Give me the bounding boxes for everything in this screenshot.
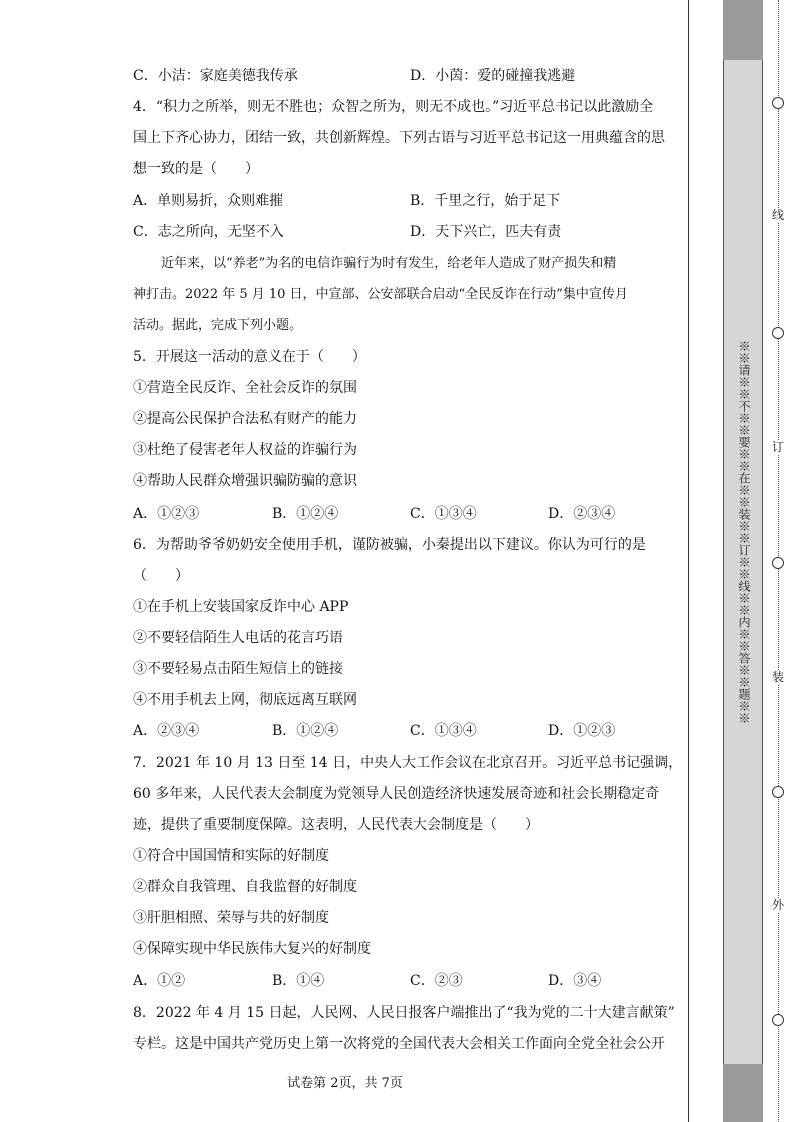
q6-item3: ③不要轻易点击陌生短信上的链接 (133, 661, 343, 677)
q5-item4: ④帮助人民群众增强识骗防骗的意识 (133, 473, 357, 489)
q7-stem-line3: 迹，提供了重要制度保障。这表明，人民代表大会制度是（ ） (133, 817, 539, 833)
material-line1: 近年来，以“养老”为名的电信诈骗行为时有发生，给老年人造成了财产损失和精 (161, 256, 617, 271)
q5-option-c: C．①③④ (410, 506, 477, 522)
page-footer: 试卷第 2页，共 7页 (287, 1076, 403, 1091)
q7-item3: ③肝胆相照、荣辱与共的好制度 (133, 910, 329, 926)
q5-option-a: A．①②③ (133, 506, 200, 522)
seal-circle-icon (772, 786, 784, 798)
seal-circle-icon (772, 327, 784, 339)
binding-strip-cap-top (723, 0, 763, 60)
q7-option-b: B．①④ (272, 973, 325, 989)
q4-option-a: A．单则易折，众则难摧 (133, 193, 284, 209)
material-line2: 神打击。2022 年 5 月 10 日，中宣部、公安部联合启动“全民反诈在行动”集中宣传月 (133, 287, 628, 302)
q7-option-d: D．③④ (548, 973, 602, 989)
q7-item2: ②群众自我管理、自我监督的好制度 (133, 879, 357, 895)
q3-option-c: C．小洁：家庭美德我传承 (133, 68, 298, 84)
q5-option-d: D．②③④ (548, 506, 616, 522)
no-answer-warning: ※※请※※不※※要※※在※※装※※订※※线※※内※※答※※题※※ (737, 340, 751, 724)
q6-option-c: C．①③④ (410, 723, 477, 739)
q4-option-c: C．志之所向，无坚不入 (133, 224, 284, 240)
q6-stem-line2: （ ） (133, 568, 189, 584)
q5-option-b: B．①②④ (272, 506, 339, 522)
q6-option-a: A．②③④ (133, 723, 200, 739)
q4-option-b: B．千里之行，始于足下 (410, 193, 561, 209)
q5-item2: ②提高公民保护合法私有财产的能力 (133, 411, 357, 427)
margin-border-line (688, 0, 689, 1122)
q4-stem-line3: 想一致的是（ ） (133, 161, 259, 177)
q7-item4: ④保障实现中华民族伟大复兴的好制度 (133, 941, 371, 957)
q7-item1: ①符合中国国情和实际的好制度 (133, 848, 329, 864)
q6-item2: ②不要轻信陌生人电话的花言巧语 (133, 630, 343, 646)
q7-stem-line1: 7．2021 年 10 月 13 日至 14 日，中央人大工作会议在北京召开。习近平总书记强调， (133, 755, 683, 771)
q3-option-d: D．小茵：爱的碰撞我逃避 (410, 68, 576, 84)
q6-option-b: B．①②④ (272, 723, 339, 739)
seal-char-line: 线 (771, 208, 784, 222)
seal-circle-icon (772, 97, 784, 109)
q7-option-a: A．①② (133, 973, 186, 989)
q5-stem: 5．开展这一活动的意义在于（ ） (133, 349, 366, 365)
q4-stem-line1: 4．“积力之所举，则无不胜也；众智之所为，则无不成也。”习近平总书记以此激励全 (133, 99, 654, 115)
q7-stem-line2: 60 多年来，人民代表大会制度为党领导人民创造经济快速发展奇迹和社会长期稳定奇 (133, 786, 660, 802)
seal-circle-icon (772, 1014, 784, 1026)
q7-option-c: C．②③ (410, 973, 463, 989)
seal-char-ding: 订 (771, 440, 784, 454)
material-line3: 活动。据此，完成下列小题。 (133, 318, 303, 333)
q8-stem-line2: 专栏。这是中国共产党历史上第一次将党的全国代表大会相关工作面向全党全社会公开 (133, 1036, 665, 1052)
q5-item3: ③杜绝了侵害老年人权益的诈骗行为 (133, 442, 357, 458)
seal-char-zhuang: 装 (771, 670, 784, 684)
q6-stem-line1: 6．为帮助爷爷奶奶安全使用手机，谨防被骗，小秦提出以下建议。你认为可行的是 (133, 537, 646, 553)
q4-stem-line2: 国上下齐心协力，团结一致，共创新辉煌。下列古语与习近平总书记这一用典蕴含的思 (133, 130, 665, 146)
q8-stem-line1: 8．2022 年 4 月 15 日起，人民网、人民日报客户端推出了“我为党的二十大建言献策” (133, 1005, 675, 1021)
q5-item1: ①营造全民反诈、全社会反诈的氛围 (133, 380, 357, 396)
q6-item4: ④不用手机去上网，彻底远离互联网 (133, 692, 357, 708)
q6-item1: ①在手机上安装国家反诈中心 APP (133, 599, 349, 615)
q6-option-d: D．①②③ (548, 723, 616, 739)
seal-circle-icon (772, 557, 784, 569)
seal-char-wai: 外 (771, 898, 784, 912)
q4-option-d: D．天下兴亡，匹夫有责 (410, 224, 562, 240)
binding-strip-cap-bottom (723, 1064, 763, 1122)
